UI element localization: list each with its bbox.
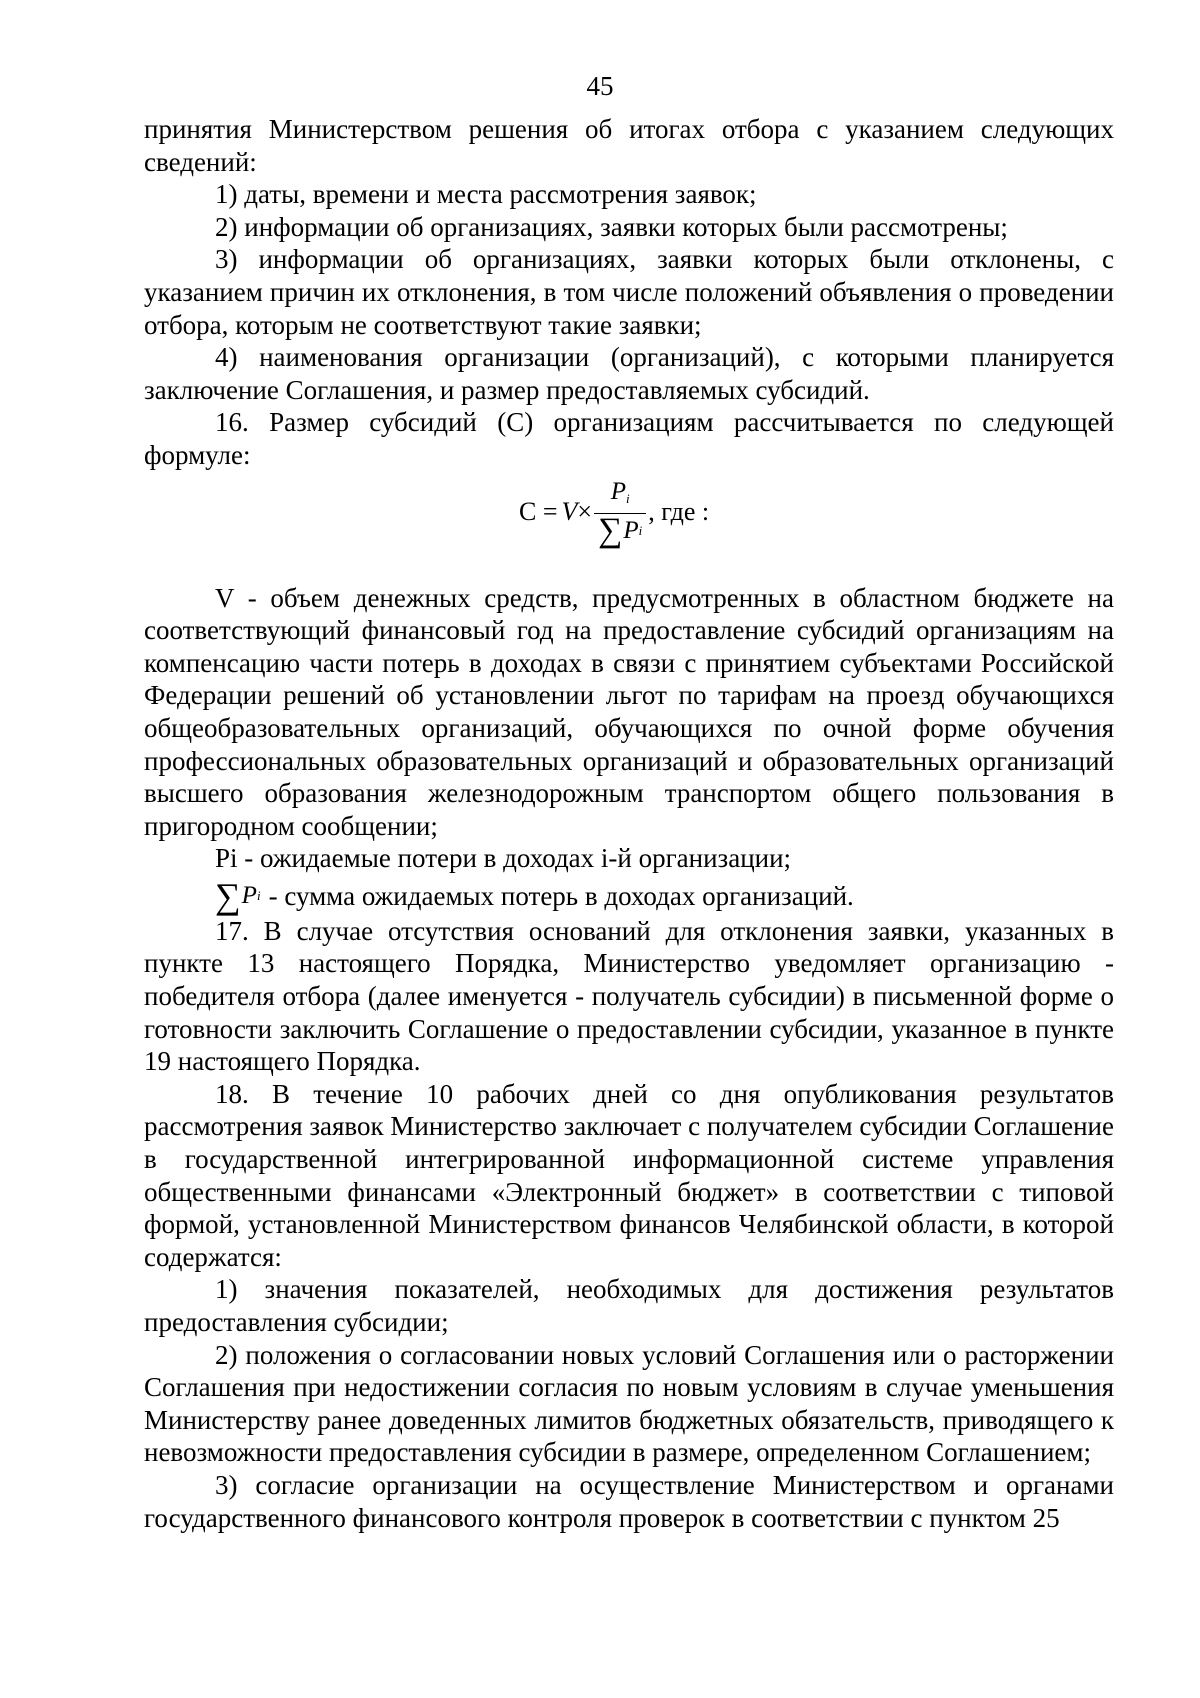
sum-subscript: i [256, 887, 261, 903]
paragraph: 2) информации об организациях, заявки которых были рассмотрены; [215, 211, 1008, 242]
paragraph: V - объем денежных средств, предусмотренных в областном бюджете на соответствующий финансовый год на предоставление субсидий организациям на компенсацию части потерь в доходах в связи с принятием субъектами Российской Федерации решений об установлении льгот по тарифам на проезд обучающихся общеобразовательных организаций, обучающихся по очной форме обучения профессиональных образовательных организаций и образовательных организаций высшего образования железнодорожным транспортом общего пользования в пригородном сообщении; [144, 582, 1114, 841]
subsidy-formula [519, 478, 709, 548]
paragraph: 3) информации об организациях, заявки которых были отклонены, с указанием причин их отклонения, в том числе положений объявления о проведении отбора, которым не соответствуют такие заявки; [144, 244, 1114, 340]
sigma-symbol: ∑ [598, 511, 623, 549]
paragraph: 18. В течение 10 рабочих дней со дня опубликования результатов рассмотрения заявок Министерство заключает с получателем субсидии Соглашение в государственной интегрированной информационной системе управления общественными финансами «Электронный бюджет» в соответствии с типовой формой, установленной Министерством финансов Челябинской области, в которой содержатся: [144, 1078, 1114, 1272]
paragraph: 17. В случае отсутствия оснований для отклонения заявки, указанных в пункте 13 настоящего Порядка, Министерство уведомляет организацию - победителя отбора (далее именуется - получатель субсидии) в письменной форме о готовности заключить Соглашение о предоставлении субсидии, указанное в пункте 19 настоящего Порядка. [144, 915, 1114, 1077]
formula-v: V [561, 497, 578, 527]
document-body [144, 113, 1114, 1534]
paragraph-group-middle [144, 582, 1114, 875]
formula-denominator [594, 513, 646, 548]
sigma-symbol: ∑ [215, 875, 241, 916]
paragraph: 2) положения о согласовании новых условий Соглашения или о расторжении Соглашения при недостижении согласия по новым условиям в случае уменьшения Министерству ранее доведенных лимитов бюджетных обязательств, приводящего к невозможности предоставления субсидии в размере, определенном Соглашением; [144, 1339, 1114, 1468]
paragraph: 4) наименования организации (организаций), с которыми планируется заключение Соглашения, и размер предоставляемых субсидий. [144, 342, 1114, 405]
formula-fraction [594, 478, 646, 548]
sum-definition-text: - сумма ожидаемых потерь в доходах организаций. [268, 880, 854, 911]
denominator-subscript: i [638, 522, 643, 538]
numerator-subscript: i [625, 490, 630, 506]
paragraph: Pi - ожидаемые потери в доходах i-й организации; [215, 843, 792, 874]
paragraph: 1) значения показателей, необходимых для достижения результатов предоставления субсидии; [144, 1274, 1114, 1337]
paragraph: принятия Министерством решения об итогах отбора с указанием следующих сведений: [144, 114, 1114, 177]
sum-var: P [241, 881, 257, 909]
paragraph-group-bottom [144, 915, 1114, 1534]
paragraph: 3) согласие организации на осуществление Министерством и органами государственного финансового контроля проверок в соответствии с пунктом 25 [144, 1469, 1114, 1533]
page-number: 45 [586, 71, 614, 101]
sum-definition [144, 875, 1114, 916]
formula-lhs: C = [519, 497, 558, 527]
formula-times: × [577, 497, 593, 527]
formula-block [144, 472, 1114, 582]
paragraph: 1) даты, времени и места рассмотрения заявок; [215, 179, 757, 210]
sum-symbol [215, 875, 261, 916]
paragraph-group-top [144, 113, 1114, 472]
formula-numerator [601, 478, 640, 513]
denominator-var: P [623, 516, 639, 544]
numerator-var: P [610, 477, 626, 505]
paragraph: 16. Размер субсидий (С) организациям рассчитывается по следующей формуле: [144, 407, 1114, 470]
formula-tail: , где : [648, 497, 710, 527]
